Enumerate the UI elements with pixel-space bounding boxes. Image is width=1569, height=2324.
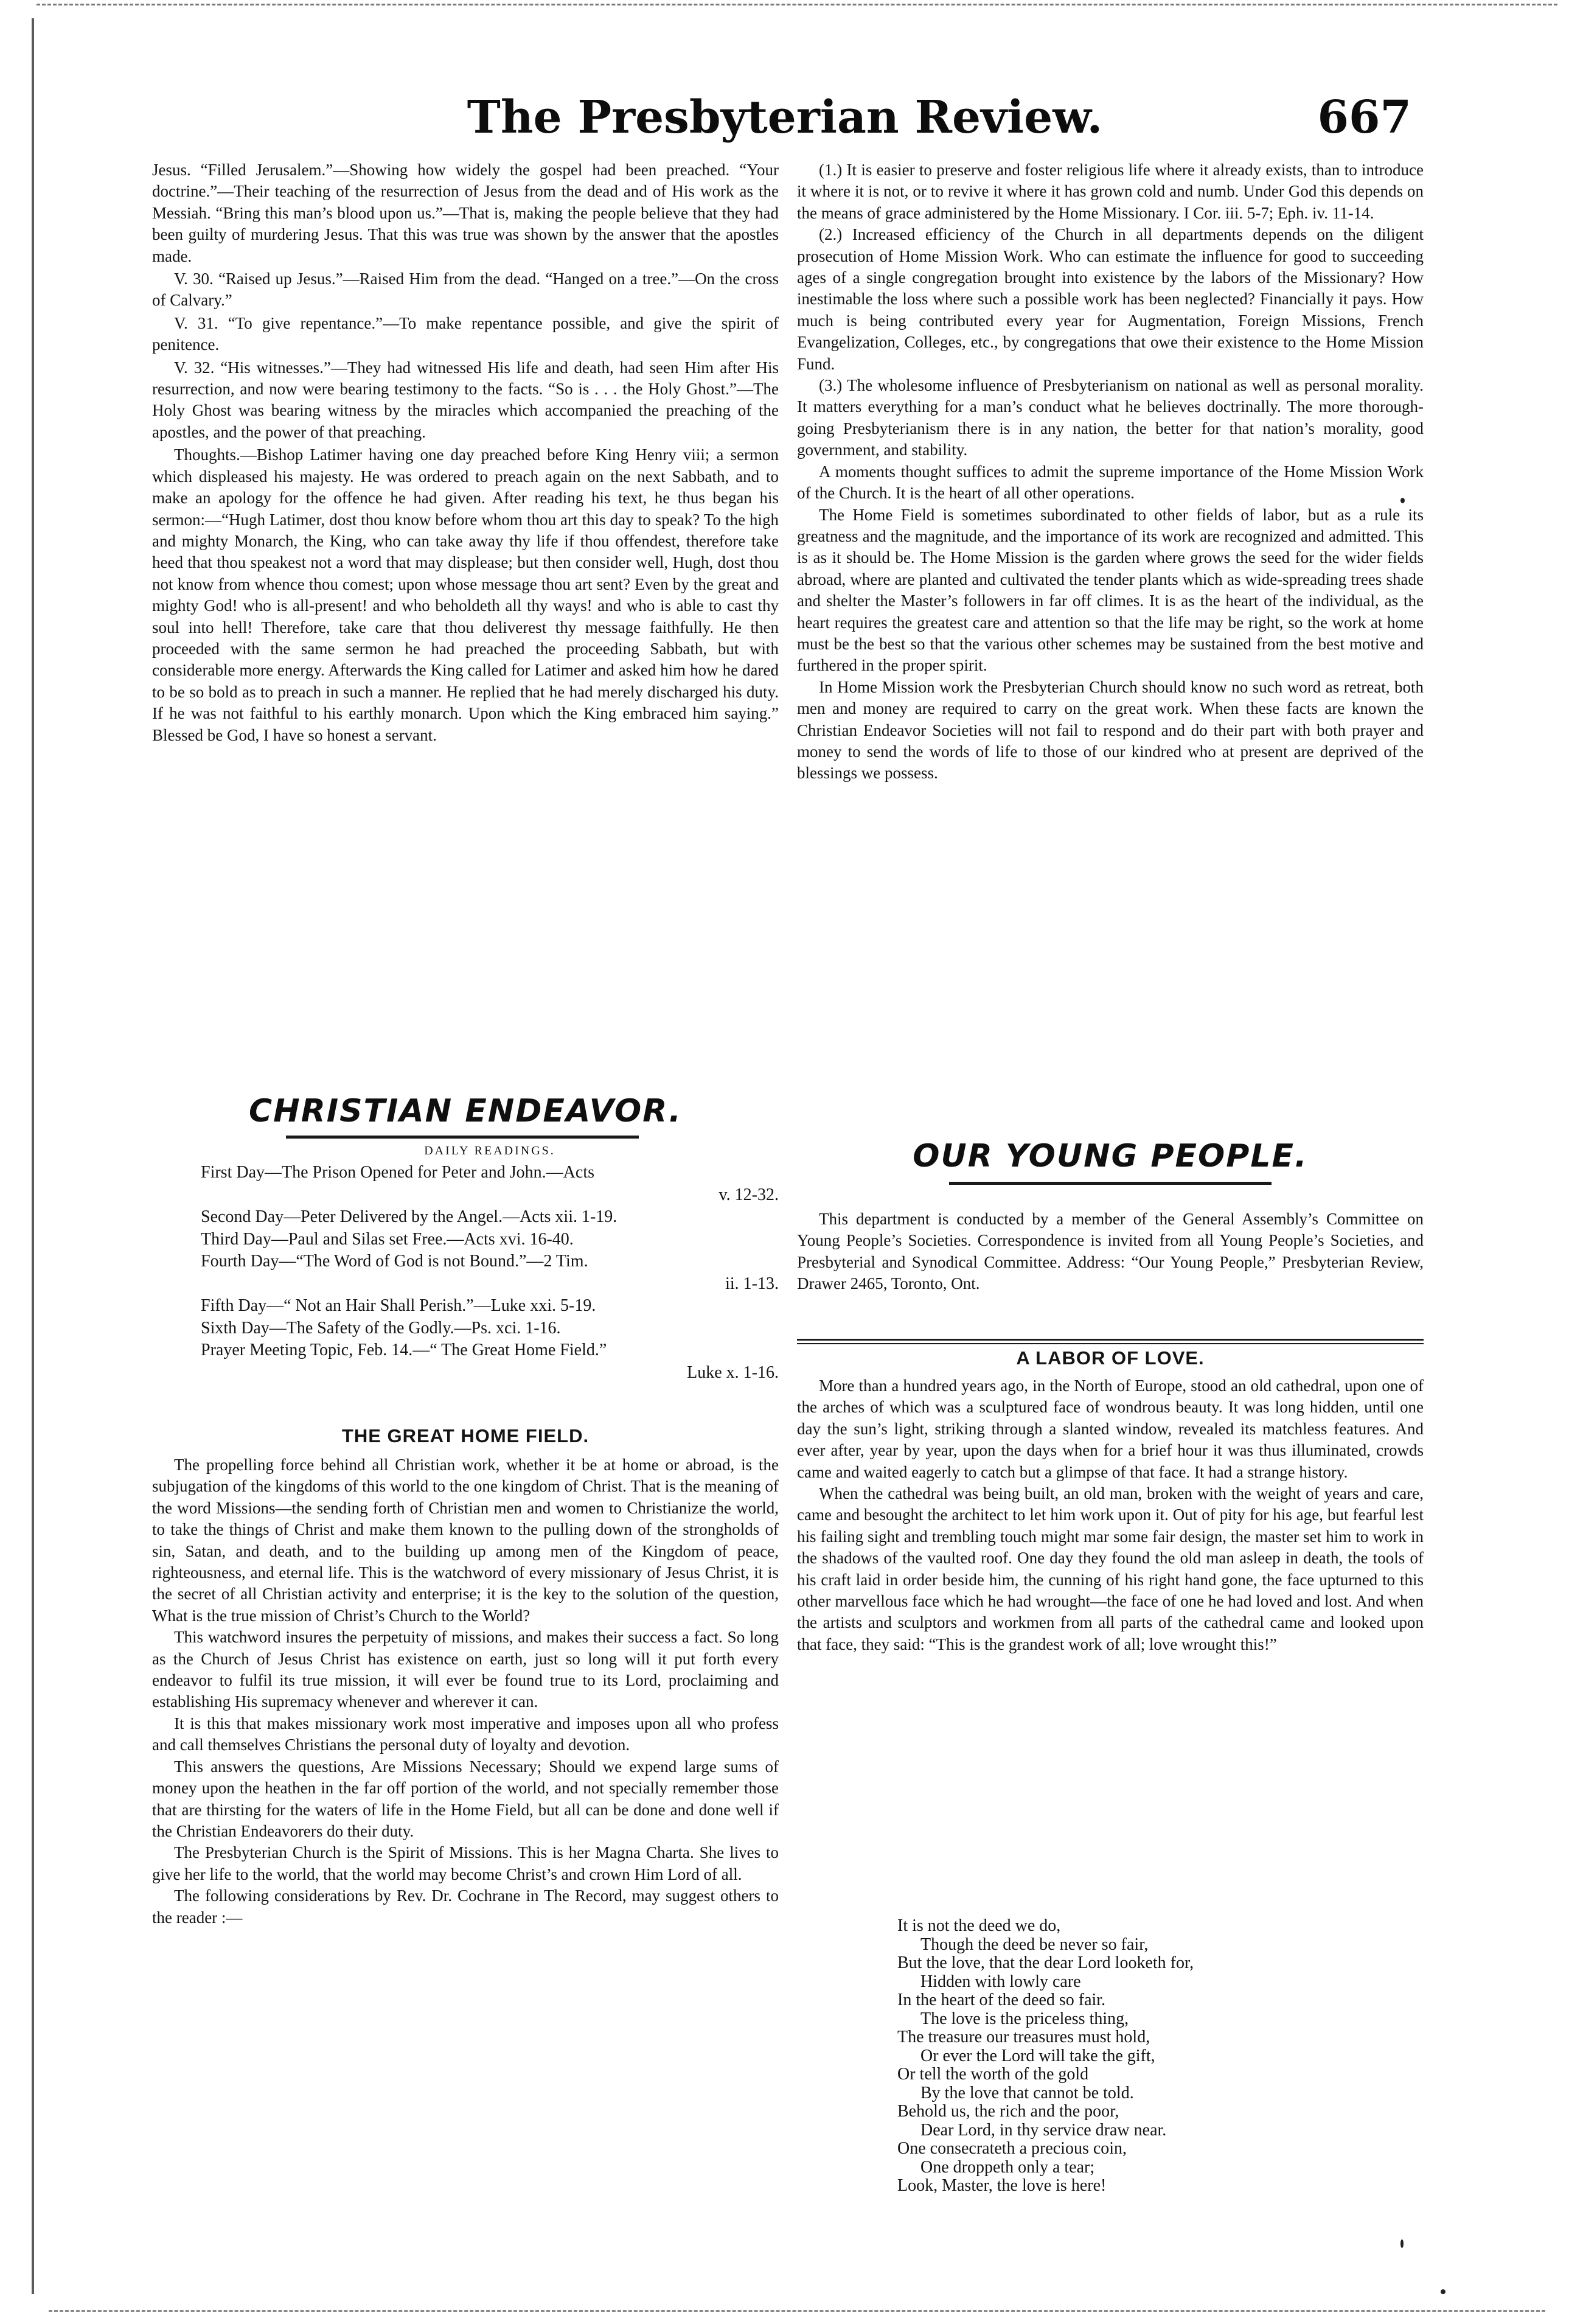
page-header bbox=[158, 91, 1411, 152]
poem-line: But the love, that the dear Lord looketh for, bbox=[897, 1953, 1194, 1972]
home-mission-paragraph: (3.) The wholesome influence of Presbyterianism on national as well as personal morality. It matters everything for a man’s conduct what he believes doctrinally. The more thorough-going Presbyterianism there is in any nation, the better for that nation’s morality, good government, and stability. bbox=[797, 376, 1424, 459]
banner-underline bbox=[949, 1182, 1272, 1185]
lesson-note-paragraph: Jesus. “Filled Jerusalem.”—Showing how widely the gospel had been preached. “Your doctrine.”—Their teaching of the resurrection of Jesus from the dead and of His work as the Messiah. “Bring this man’s blood upon us.”—That is, making the people believe that they had been guilty of murdering Jesus. That this was true was shown by the answer that the apostles made. bbox=[152, 161, 779, 265]
right-column-home-mission bbox=[797, 159, 1424, 784]
our-young-people-intro bbox=[797, 1209, 1424, 1295]
poem bbox=[897, 1917, 1396, 2196]
scan-speck bbox=[1441, 2289, 1445, 2294]
prayer-meeting-topic-ref: Luke x. 1-16. bbox=[687, 1363, 779, 1382]
reading-day-1-ref: v. 12-32. bbox=[718, 1185, 779, 1204]
daily-readings bbox=[201, 1144, 779, 1384]
poem-line: The treasure our treasures must hold, bbox=[897, 2028, 1150, 2047]
section-rule bbox=[797, 1343, 1424, 1344]
scan-speck bbox=[1400, 498, 1405, 503]
poem-line: One droppeth only a tear; bbox=[920, 2157, 1095, 2177]
poem-line: The love is the priceless thing, bbox=[920, 2009, 1129, 2028]
left-column-lesson-notes bbox=[152, 159, 779, 746]
reading-day-2: Second Day—Peter Delivered by the Angel.—Acts xii. 1-19. bbox=[201, 1207, 618, 1226]
poem-line: Dear Lord, in thy service draw near. bbox=[920, 2120, 1167, 2140]
reading-day-1: First Day—The Prison Opened for Peter and John.—Acts bbox=[201, 1163, 595, 1182]
section-rule bbox=[797, 1339, 1424, 1341]
our-young-people-banner: OUR YOUNG PEOPLE. bbox=[913, 1138, 1308, 1174]
lesson-note-paragraph: V. 32. “His witnesses.”—They had witnessed His life and death, had seen Him after His resurrection, and now were bearing testimony to the facts. “So is . . . the Holy Ghost.”—The Holy Ghost was bearing witness by the miracles which accompanied the preaching of the apostles, and the power of that preaching. bbox=[152, 358, 779, 441]
poem-line: By the love that cannot be told. bbox=[920, 2083, 1134, 2102]
poem-line: Or ever the Lord will take the gift, bbox=[920, 2046, 1155, 2065]
poem-line: Or tell the worth of the gold bbox=[897, 2065, 1089, 2084]
story-paragraph: When the cathedral was being built, an old man, broken with the weight of years and care, came and besought the architect to let him work upon it. Out of pity for his age, but fearful lest his failing sight and trembling touch might mar some fair design, the master set him to work in the shadows of the vaulted roof. One day they found the old man asleep in death, the tools of his craft laid in order beside him, the cunning of his right hand gone, the face upturned to this other marvellous face which he had wrought—the face of one he had loved and lost. And when the artists and sculptors and workmen from all parts of the cathedral came and looked upon that face, they said: “This is the grandest work of all; love wrought this!” bbox=[797, 1484, 1424, 1653]
thoughts-paragraph: Thoughts.—Bishop Latimer having one day preached before King Henry viii; a sermon which displeased his majesty. He was ordered to preach again on the next Sabbath, and to make an apology for the offence he had given. After reading his text, he thus began his sermon:—“Hugh Latimer, dost thou know before whom thou art this day to speak? To the high and mighty Monarch, the King, who can take away thy life if thou offendest, therefore take heed that thou speakest not a word that may displease; but then consider well, Hugh, dost thou not know from whence thou comest; upon whose message thou art sent? Even by the great and mighty God! who is all-present! and who beholdeth all thy ways! and who is able to cast thy soul into hell! Therefore, take care that thou deliverest thy message faithfully. He then proceeded with the same sermon he had preached the proceeding Sabbath, but with considerable more energy. Afterwards the King called for Latimer and asked him how he dared to be so bold as to preach in such a manner. He replied that he had merely discharged his duty. If he was not faithful to his earthly monarch. Upon which the King embraced him saying.” Blessed be God, I have so honest a servant. bbox=[152, 445, 779, 744]
page-left-edge bbox=[32, 18, 34, 2294]
article-paragraph: This watchword insures the perpetuity of missions, and makes their success a fact. So long as the Church of Jesus Christ has existence on earth, just so long will it put forth every endeavor to fulfil its true mission, it will ever be found true to its Lord, proclaiming and establishing His supremacy whenever and wherever it can. bbox=[152, 1628, 779, 1711]
reading-day-4-ref: ii. 1-13. bbox=[725, 1274, 779, 1293]
reading-day-5: Fifth Day—“ Not an Hair Shall Perish.”—Luke xxi. 5-19. bbox=[201, 1296, 596, 1315]
article-paragraph: The following considerations by Rev. Dr. Cochrane in The Record, may suggest others to the reader :— bbox=[152, 1886, 779, 1927]
article-paragraph: The propelling force behind all Christian work, whether it be at home or abroad, is the subjugation of the kingdoms of this world to the one kingdom of Christ. That is the meaning of the word Missions—the sending forth of Christian men and women to Christianize the world, to take the things of Christ and make them known to the pulling down of the strongholds of sin, Satan, and death, and to the building up among men of the Kingdom of peace, righteousness, and eternal life. This is the watchword of every missionary of Jesus Christ, it is the secret of all Christian activity and enterprise; it is the key to the solution of the question, What is the true mission of Christ’s Church to the World? bbox=[152, 1456, 779, 1625]
department-note: This department is conducted by a member of the General Assembly’s Committee on Young People’s Societies. Correspondence is invited from all Young People’s Societies, and Presbyterial and Synodical Committee. Address: “Our Young People,” Presbyterian Review, Drawer 2465, Toronto, Ont. bbox=[797, 1210, 1424, 1293]
great-home-field-heading: THE GREAT HOME FIELD. bbox=[341, 1425, 590, 1446]
christian-endeavor-banner: CHRISTIAN ENDEAVOR. bbox=[249, 1093, 682, 1129]
article-paragraph: This answers the questions, Are Missions Necessary; Should we expend large sums of money upon the heathen in the far off portion of the world, and not specially remember those that are thirsting for the waters of life in the Home Field, but all can be done and done well if the Christian Endeavorers do their duty. bbox=[152, 1757, 779, 1840]
poem-line: It is not the deed we do, bbox=[897, 1916, 1061, 1935]
poem-line: Behold us, the rich and the poor, bbox=[897, 2102, 1119, 2121]
article-paragraph: It is this that makes missionary work most imperative and imposes upon all who profess and call themselves Christians the personal duty of loyalty and devotion. bbox=[152, 1714, 779, 1754]
home-mission-paragraph: A moments thought suffices to admit the supreme importance of the Home Mission Work of the Church. It is the heart of all other operations. bbox=[797, 462, 1424, 503]
poem-line: Hidden with lowly care bbox=[920, 1972, 1081, 1991]
poem-line: In the heart of the deed so fair. bbox=[897, 1991, 1106, 2009]
poem-line: Though the deed be never so fair, bbox=[920, 1935, 1149, 1954]
home-mission-paragraph: (2.) Increased efficiency of the Church in all departments depends on the diligent prosecution of Home Mission Work. Who can estimate the influence for good to succeeding ages of a single congregation brought into existence by the labors of the Missionary? How inestimable the loss where such a possible work has been neglected? Financially it pays. How much is being contributed every year for Augmentation, Foreign Missions, French Evangelization, Colleges, etc., by congregations that owe their existence to the Home Mission Fund. bbox=[797, 225, 1424, 373]
banner-underline bbox=[286, 1136, 639, 1139]
labor-of-love-story bbox=[797, 1375, 1424, 1655]
poem-line: Look, Master, the love is here! bbox=[897, 2176, 1107, 2195]
home-mission-paragraph: The Home Field is sometimes subordinated to other fields of labor, but as a rule its greatness and the magnitude, and the importance of its work are recognized and admitted. This is as it should be. The Home Mission is the garden where grows the seed for the wider fields abroad, where are planted and cultivated the tender plants which as wide-spreading trees shade and shelter the Master’s followers in far off climes. It is as the heart of the individual, as the heart requires the greatest care and attention so that the life may be right, so the work at home must be the best so that the various other schemes may be sustained from the best motive and furthered in the proper spirit. bbox=[797, 505, 1424, 675]
poem-line: One consecrateth a precious coin, bbox=[897, 2139, 1127, 2158]
page-number: 667 bbox=[1317, 91, 1411, 144]
reading-day-4: Fourth Day—“The Word of God is not Bound.”—2 Tim. bbox=[201, 1252, 588, 1271]
home-mission-paragraph: In Home Mission work the Presbyterian Church should know no such word as retreat, both men and money are required to carry on the great work. When these facts are known the Christian Endeavor Societies will not fail to respond and do their part with both prayer and money to send the words of life to those of our kindred who at present are deprived of the blessings we possess. bbox=[797, 677, 1424, 783]
reading-day-6: Sixth Day—The Safety of the Godly.—Ps. xci. 1-16. bbox=[201, 1318, 561, 1338]
scan-speck bbox=[1400, 2239, 1404, 2248]
reading-day-3: Third Day—Paul and Silas set Free.—Acts xvi. 16-40. bbox=[201, 1229, 574, 1249]
prayer-meeting-topic: Prayer Meeting Topic, Feb. 14.—“ The Great Home Field.” bbox=[201, 1341, 607, 1359]
home-mission-paragraph: (1.) It is easier to preserve and foster religious life where it already exists, than to introduce it where it is not, or to revive it where it has grown cold and numb. Under God this depends on the means of grace administered by the Home Missionary. I Cor. iii. 5-7; Eph. iv. 11-14. bbox=[797, 161, 1424, 222]
lesson-note-paragraph: V. 30. “Raised up Jesus.”—Raised Him from the dead. “Hanged on a tree.”—On the cross of Calvary.” bbox=[152, 270, 779, 310]
page-top-edge bbox=[37, 4, 1557, 5]
daily-readings-heading: DAILY READINGS. bbox=[424, 1144, 555, 1157]
story-paragraph: More than a hundred years ago, in the North of Europe, stood an old cathedral, upon one of the arches of which was a sculptured face of wondrous beauty. It was long hidden, until one day the sun’s light, striking through a slanted window, revealed its matchless features. And ever after, year by year, upon the days when for a brief hour it was thus illuminated, crowds came and waited eagerly to catch but a glimpse of that face. It had a strange history. bbox=[797, 1377, 1424, 1481]
article-paragraph: The Presbyterian Church is the Spirit of Missions. This is her Magna Charta. She lives to give her life to the world, that the world may become Christ’s and crown Him Lord of all. bbox=[152, 1843, 779, 1883]
great-home-field-article bbox=[152, 1454, 779, 1928]
labor-of-love-heading: A LABOR OF LOVE. bbox=[1016, 1347, 1205, 1369]
lesson-note-paragraph: V. 31. “To give repentance.”—To make repentance possible, and give the spirit of penitence. bbox=[152, 313, 779, 354]
page-bottom-edge bbox=[49, 2310, 1545, 2312]
journal-title: The Presbyterian Review. bbox=[467, 91, 1103, 144]
